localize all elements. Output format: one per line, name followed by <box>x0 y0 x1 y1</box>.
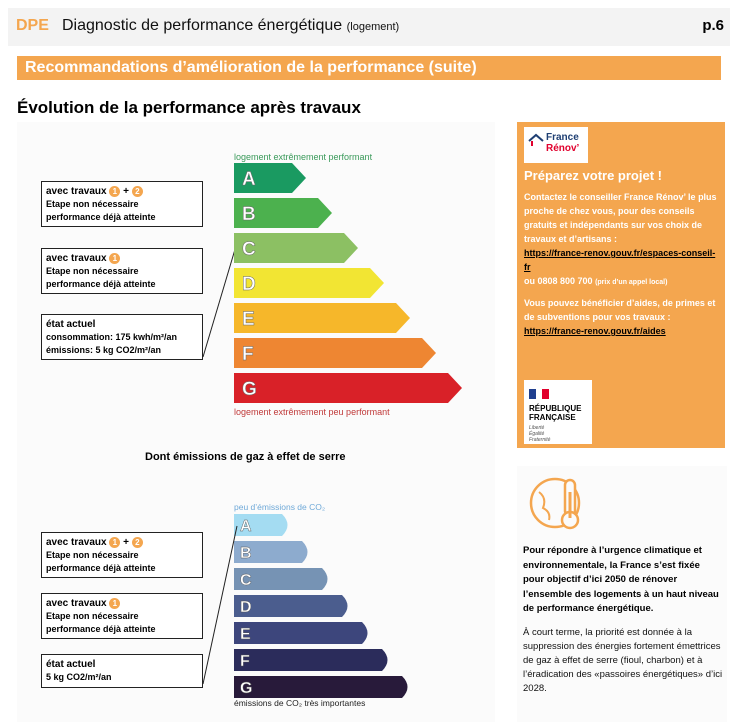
box-line: Etape non nécessaire <box>46 611 139 621</box>
energy-top-label: logement extrêmement performant <box>234 152 373 162</box>
box-head: état actuel <box>46 659 96 670</box>
box-line: Etape non nécessaire <box>46 266 139 276</box>
climate-thermometer-icon <box>525 470 595 536</box>
ges-class-d-letter: D <box>240 599 252 616</box>
panel-heading: Préparez votre projet ! <box>524 168 662 183</box>
rf-motto: Liberté <box>529 425 545 431</box>
espaces-conseil-link[interactable]: https://france-renov.gouv.fr/espaces-conseil-fr <box>524 248 716 272</box>
title-small: (logement) <box>346 21 400 33</box>
panel-para: Contactez le conseiller France Rénov’ le plus proche de chez vous, pour des conseils gratuits et indépendants sur vos choix de travaux et d’artisans : <box>524 192 717 244</box>
energy-class-d-bar <box>234 268 384 298</box>
ges-bottom-label: émissions de CO₂ très importantes <box>234 698 366 708</box>
ges-box-etat-actuel <box>41 654 203 688</box>
climate-text: À court terme, la priorité est donnée à la suppression des énergies fortement émettrices de gaz à effet de serre (fioul, charbon) et à l’éradication des «passoires énergétiques» d’ici 2028. <box>523 627 723 694</box>
ges-class-f-bar <box>234 649 388 671</box>
energy-class-d-letter: D <box>242 274 256 295</box>
republique-francaise-logo <box>524 380 592 444</box>
climate-panel <box>517 466 727 722</box>
aides-link[interactable]: https://france-renov.gouv.fr/aides <box>524 326 666 336</box>
box-head: avec travaux <box>46 253 107 264</box>
france-renov-panel <box>517 122 725 448</box>
page-number: p.6 <box>702 17 724 34</box>
ges-class-g-letter: G <box>240 680 253 697</box>
phone-number: ou 0808 800 700 <box>524 276 593 286</box>
energy-class-c-letter: C <box>242 239 256 260</box>
title-text: Diagnostic de performance énergétique <box>62 17 343 34</box>
france-renov-logo <box>524 127 588 163</box>
box-line: Etape non nécessaire <box>46 550 139 560</box>
energy-class-f-letter: F <box>242 344 254 365</box>
box-line: 5 kg CO2/m²/an <box>46 672 112 682</box>
box-line: Etape non nécessaire <box>46 199 139 209</box>
energy-class-e-bar <box>234 303 410 333</box>
panel-text <box>524 190 720 338</box>
box-line: consommation: 175 kwh/m²/an <box>46 332 178 342</box>
energy-class-g-bar <box>234 373 462 403</box>
ges-class-c-letter: C <box>240 572 252 589</box>
energy-pointer-line <box>203 246 236 357</box>
ges-box-travaux-1-2 <box>41 532 203 578</box>
logo-line: Rénov’ <box>546 143 580 154</box>
plus-sign: + <box>123 186 130 197</box>
panel-para: Vous pouvez bénéficier d’aides, de primes et de subventions pour vos travaux : <box>524 298 716 322</box>
phone-note: (prix d’un appel local) <box>595 279 668 286</box>
step-badge: 1 <box>109 253 120 264</box>
ges-top-label: peu d’émissions de CO₂ <box>234 502 326 512</box>
energy-class-f-bar <box>234 338 436 368</box>
step-badge: 1 <box>109 598 120 609</box>
box-line: performance déjà atteinte <box>46 563 156 573</box>
logo-line: France <box>546 132 579 143</box>
energy-bottom-label: logement extrêmement peu performant <box>234 407 390 417</box>
energy-class-g-letter: G <box>242 379 257 400</box>
plus-sign: + <box>123 537 130 548</box>
rf-motto: Égalité <box>529 431 545 437</box>
ges-class-g-bar <box>234 676 408 698</box>
rf-line: FRANÇAISE <box>529 413 576 422</box>
box-head: avec travaux <box>46 537 107 548</box>
step-badge: 2 <box>132 186 143 197</box>
ges-box-travaux-1 <box>41 593 203 639</box>
section-title: Évolution de la performance après travaux <box>17 98 361 117</box>
energy-class-a-letter: A <box>242 169 256 190</box>
climate-bold-text: Pour répondre à l’urgence climatique et environnementale, la France s’est fixée pour objectif d’ici 2050 de rénover l’ensemble des logements à un haut niveau de performance énergétique. <box>523 545 719 614</box>
box-head: avec travaux <box>46 598 107 609</box>
dpe-label: DPE <box>16 17 49 34</box>
house-icon <box>528 133 544 147</box>
step-badge: 2 <box>132 537 143 548</box>
energy-class-b-letter: B <box>242 204 256 225</box>
rf-line: RÉPUBLIQUE <box>529 404 582 413</box>
energy-class-e-letter: E <box>242 309 255 330</box>
ges-pointer-line <box>203 526 237 684</box>
ges-class-e-letter: E <box>240 626 251 643</box>
ges-class-b-letter: B <box>240 545 252 562</box>
marianne-icon <box>529 389 549 399</box>
box-line: performance déjà atteinte <box>46 212 156 222</box>
step-badge: 1 <box>109 186 120 197</box>
box-line: performance déjà atteinte <box>46 624 156 634</box>
ges-class-a-letter: A <box>240 518 252 535</box>
ges-class-f-letter: F <box>240 653 250 670</box>
rf-motto: Fraternité <box>529 437 551 443</box>
section-banner: Recommandations d’amélioration de la performance (suite) <box>17 56 721 80</box>
box-line: émissions: 5 kg CO2/m²/an <box>46 345 162 355</box>
box-head: avec travaux <box>46 186 107 197</box>
ges-title: Dont émissions de gaz à effet de serre <box>145 451 346 463</box>
step-badge: 1 <box>109 537 120 548</box>
box-line: performance déjà atteinte <box>46 279 156 289</box>
ges-class-e-bar <box>234 622 368 644</box>
box-head: état actuel <box>46 319 96 330</box>
